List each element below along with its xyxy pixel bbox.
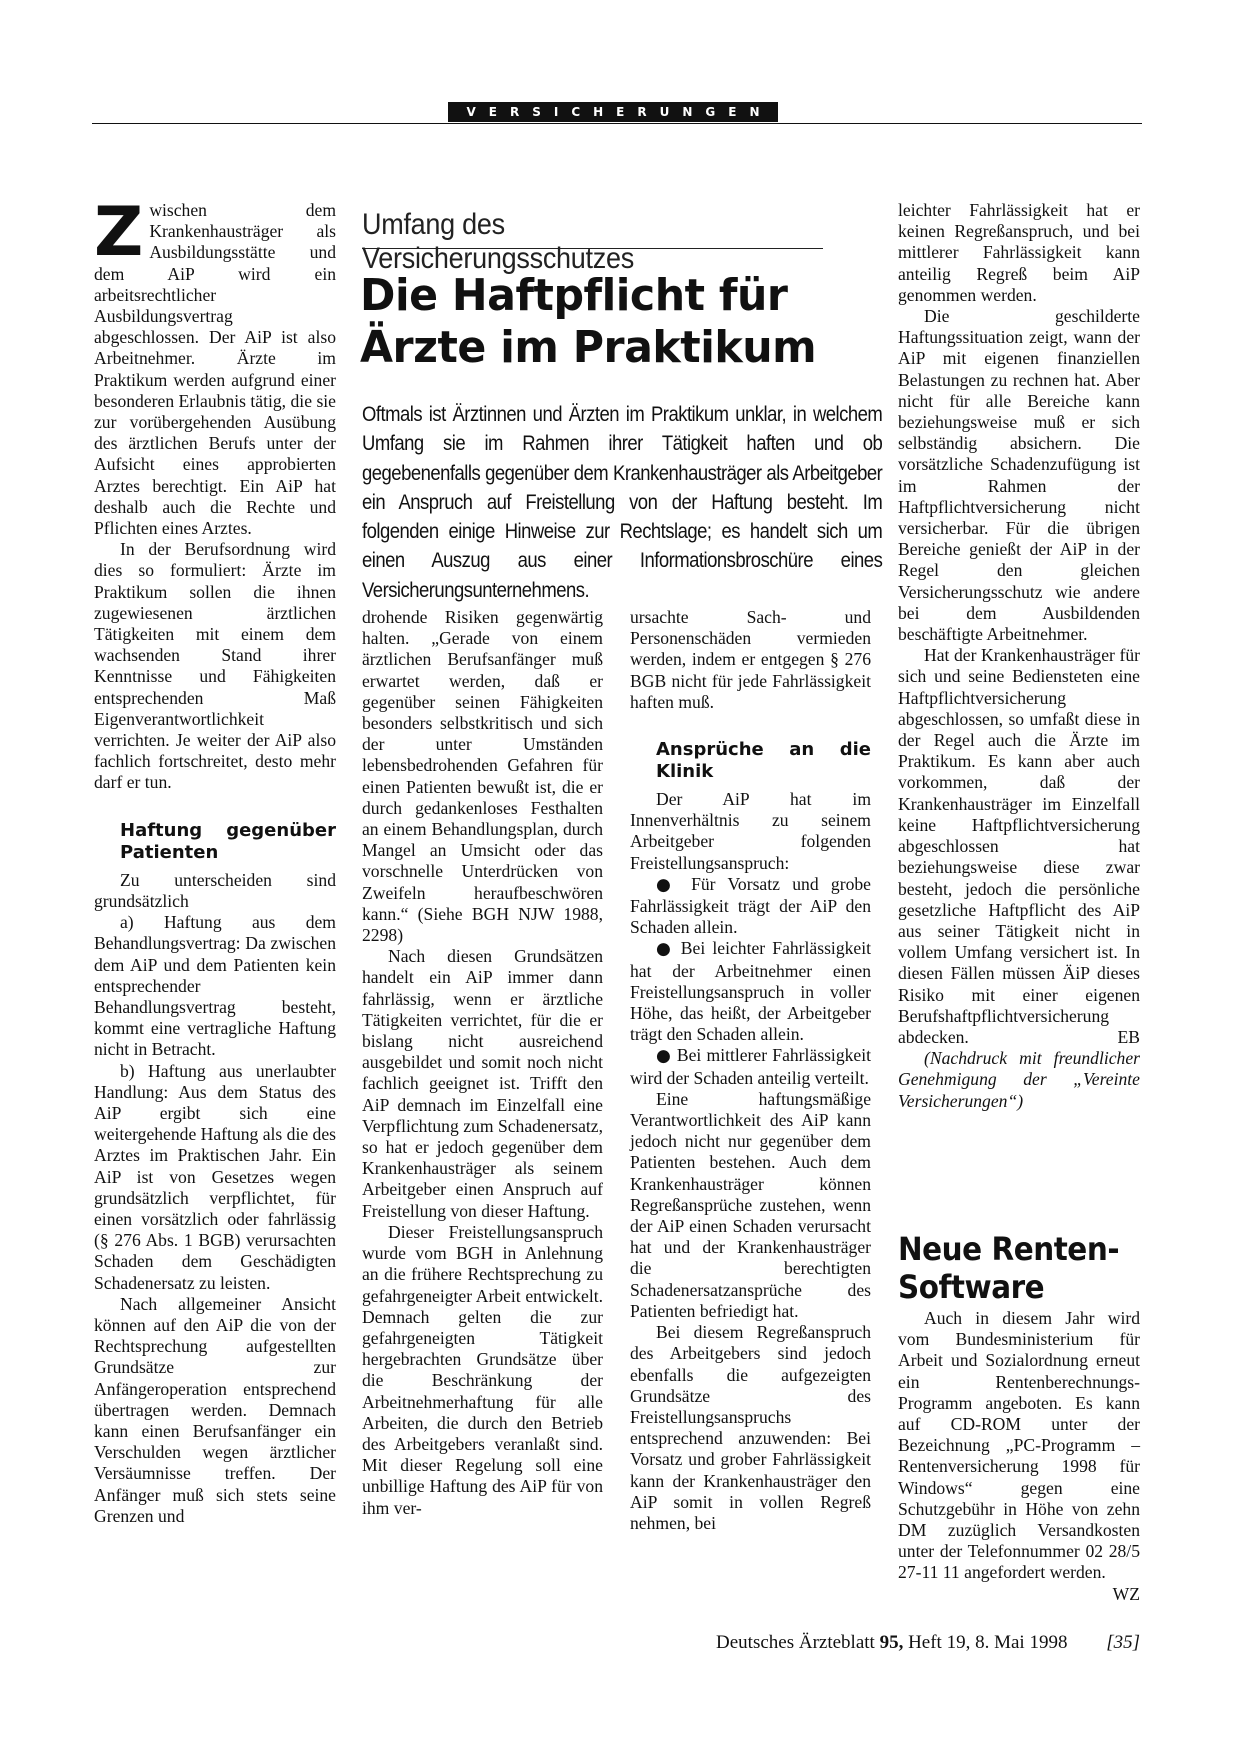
paragraph: Bei diesem Regreßanspruch des Arbeitgebers sind jedoch ebenfalls die aufgezeigten Grundsätze des Freistellungsanspruchs entsprechend anzuwenden: Bei Vorsatz und grober Fahrlässigkeit kann der Krankenhausträger den AiP somit in vollen Regreß nehmen, bei — [630, 1322, 871, 1533]
paragraph: a) Haftung aus dem Behandlungsvertrag: Da zwischen dem AiP und dem Patienten kein entsprechender Behandlungsvertrag besteht, kommt eine vertragliche Haftung nicht in Betracht. — [94, 912, 336, 1060]
bullet-icon: ● — [656, 1046, 672, 1067]
paragraph: drohende Risiken gegenwärtig halten. „Gerade von einem ärztlichen Berufsanfänger muß erwartet werden, daß er gegenüber seinen Fähigkeiten besonders selbstkritisch und sich der unter Umständen lebensbedrohenden Gefahren für einen Patienten bewußt ist, die er durch gedankenloses Festhalten an einem Behandlungsplan, durch Mangel an Umsicht oder das vorschnelle Unterdrücken von Zweifeln heraufbeschwören kann.“ (Siehe BGH NJW 1988, 2298) — [362, 607, 603, 946]
paragraph: Zu unterscheiden sind grundsätzlich — [94, 869, 336, 911]
headline-line: Ärzte im Praktikum — [360, 322, 817, 373]
bullet-icon: ● — [656, 939, 674, 960]
drop-cap: Z — [94, 193, 144, 272]
paragraph: Auch in diesem Jahr wird vom Bundesministerium für Arbeit und Sozialordnung erneut ein Rentenberechnungs-Programm angeboten. Es kann auf CD-ROM unter der Bezeichnung „PC-Programm – Rentenversicherung 1998 für Windows“ gegen eine Schutzgebühr in Höhe von zehn DM zuzüglich Versandkosten unter der Telefonnummer 02 28/5 27-11 11 angefordert werden. WZ — [898, 1308, 1140, 1604]
brief-text — [898, 1308, 1140, 1605]
paragraph: Nach diesen Grundsätzen handelt ein AiP immer dann fahrlässig, wenn er ärztliche Tätigkeiten verrichtet, für die er bislang nicht ausreichend ausgebildet und somit noch nicht fachlich geeignet ist. Trifft den AiP demnach im Einzelfall eine Verpflichtung zum Schadenersatz, so hat er jedoch gegenüber dem Krankenhausträger als seinem Arbeitgeber einen Anspruch auf Freistellung von dieser Haftung. — [362, 946, 603, 1221]
article-column-1 — [94, 193, 336, 1527]
paragraph: Zwischen dem Krankenhausträger als Ausbildungsstätte und dem AiP wird ein arbeitsrechtlicher Ausbildungsvertrag abgeschlossen. Der AiP ist also Arbeitnehmer. Ärzte im Praktikum werden aufgrund einer besonderen Erlaubnis tätig, die sie zur vorübergehenden Ausübung des ärztlichen Berufs unter der Aufsicht eines approbierten Arztes berechtigt. Ein AiP hat deshalb auch die Rechte und Pflichten eines Arztes. — [94, 193, 336, 539]
journal-issue: Heft 19, 8. Mai 1998 — [908, 1632, 1068, 1653]
bullet-icon: ● — [656, 874, 679, 895]
bullet-paragraph: ● Bei leichter Fahrlässigkeit hat der Arbeitnehmer einen Freistellungsanspruch in voller Höhe, das heißt, der Arbeitgeber trägt den Schaden allein. — [630, 938, 871, 1045]
journal-volume: 95, — [879, 1632, 904, 1653]
headline-line: Software — [898, 1268, 1045, 1306]
bullet-paragraph: ● Bei mittlerer Fahrlässigkeit wird der Schaden anteilig verteilt. — [630, 1045, 872, 1088]
article-column-3 — [630, 607, 871, 1534]
article-column-4 — [898, 200, 1140, 1112]
headline-line: Neue Renten- — [898, 1230, 1120, 1268]
paragraph: Nach allgemeiner Ansicht können auf den AiP die von der Rechtsprechung aufgestellten Grundsätze zur Anfängeroperation entsprechend übertragen werden. Demnach kann einen Berufsanfänger ein Verschulden wegen ärztlicher Versäumnisse treffen. Der Anfänger muß sich stets seine Grenzen und — [94, 1293, 336, 1526]
section-label: VERSICHERUNGEN — [448, 102, 778, 122]
page-footer — [600, 1632, 1140, 1654]
bullet-paragraph: ● Für Vorsatz und grobe Fahrlässigkeit trägt der AiP den Schaden allein. — [630, 873, 871, 938]
paragraph: Hat der Krankenhausträger für sich und seine Bediensteten eine Haftpflichtversicherung abgeschlossen, so umfaßt diese in der Regel auch die Ärzte im Praktikum. Es kann aber auch vorkommen, daß der Krankenhausträger im Einzelfall keine Haftpflichtversicherung abgeschlossen hat beziehungsweise diese zwar besteht, jedoch die persönliche gesetzliche Haftpflicht des AiP aus seiner Tätigkeit nicht in vollem Umfang versichert ist. In diesen Fällen müssen ÄiP dieses Risiko mit einer eigenen Berufshaftpflichtversicherung abdecken. EB — [898, 645, 1140, 1047]
paragraph: Die geschilderte Haftungssituation zeigt, wann der AiP mit eigenen finanziellen Belastungen zu rechnen hat. Aber nicht für alle Bereiche kann beziehungsweise muß er sich selbständig absichern. Die vorsätzliche Schadenzufügung ist im Rahmen der Haftpflichtversicherung nicht versicherbar. Für die übrigen Bereiche genießt der AiP in der Regel den gleichen Versicherungsschutz wie andere bei dem Ausbildenden beschäftigte Arbeitnehmer. — [898, 306, 1140, 645]
author-signature: EB — [1117, 1026, 1140, 1047]
brief-headline — [898, 1230, 1128, 1306]
reprint-credit: (Nachdruck mit freundlicher Genehmigung der „Vereinte Versicherungen“) — [898, 1048, 1140, 1111]
section-subhead: Ansprüche an die Klinik — [656, 739, 871, 783]
header-rule — [92, 123, 1142, 124]
article-headline — [360, 270, 864, 374]
paragraph: leichter Fahrlässigkeit hat er keinen Regreßanspruch, und bei mittlerer Fahrlässigkeit kann anteilig Regreß beim AiP genommen werden. — [898, 200, 1140, 305]
journal-name: Deutsches Ärzteblatt — [716, 1632, 875, 1653]
paragraph: Dieser Freistellungsanspruch wurde vom BGH in Anlehnung an die frühere Rechtsprechung zu gefahrgeneigter Arbeit entwickelt. Demnach gelten die zur gefahrgeneigten Tätigkeit hergebrachten Grundsätze über die Beschränkung der Arbeitnehmerhaftung für alle Arbeiten, die durch den Betrieb des Arbeitgebers veranlaßt sind. Mit dieser Regelung soll eine unbillige Haftung des AiP für von ihm ver- — [362, 1221, 603, 1518]
paragraph: b) Haftung aus unerlaubter Handlung: Aus dem Status des AiP ergibt sich eine weitergehende Haftung als die des Arztes im Praktischen Jahr. Ein AiP ist von Gesetzes wegen grundsätzlich verpflichtet, für einen vorsätzlich oder fahrlässig (§ 276 Abs. 1 BGB) verursachten Schaden dem Geschädigten Schadenersatz zu leisten. — [94, 1060, 336, 1293]
kicker-rule — [362, 248, 823, 249]
page-number: [35] — [1106, 1632, 1140, 1653]
article-kicker: Umfang des Versicherungsschutzes — [362, 208, 634, 275]
author-signature: WZ — [1112, 1583, 1140, 1604]
paragraph: ursachte Sach- und Personenschäden vermieden werden, indem er entgegen § 276 BGB nicht für jede Fahrlässigkeit haften muß. — [630, 607, 871, 712]
paragraph: In der Berufsordnung wird dies so formuliert: Ärzte im Praktikum sollen die ihnen zugewiesenen ärztlichen Tätigkeiten mit einem dem wachsenden Stand ihrer Kenntnisse und Fähigkeiten entsprechenden Maß Eigenverantwortlichkeit verrichten. Je weiter der AiP also fachlich fortschreitet, desto mehr darf er tun. — [94, 539, 336, 793]
section-subhead: Haftung gegenüber Patienten — [120, 819, 336, 863]
article-lead: Oftmals ist Ärztinnen und Ärzten im Praktikum unklar, in welchem Umfang sie im Rahmen ihrer Tätigkeit haften und ob gegebenenfalls gegenüber dem Krankenhausträger als Arbeitgeber ein Anspruch auf Freistellung von der Haftung besteht. Im folgenden einige Hinweise zur Rechtslage; es handelt sich um einen Auszug aus einer Informationsbroschüre eines Versicherungsunternehmens. — [362, 402, 883, 602]
headline-line: Die Haftpflicht für — [360, 270, 788, 321]
article-column-2 — [362, 607, 603, 1519]
paragraph: Eine haftungsmäßige Verantwortlichkeit des AiP kann jedoch nicht nur gegenüber dem Patienten bestehen. Auch dem Krankenhausträger können Regreßansprüche zustehen, wenn der AiP einen Schaden verursacht hat und der Krankenhausträger die berechtigten Schadenersatzansprüche des Patienten befriedigt hat. — [630, 1088, 871, 1321]
paragraph: Der AiP hat im Innenverhältnis zu seinem Arbeitgeber folgenden Freistellungsanspruch: — [630, 789, 871, 873]
